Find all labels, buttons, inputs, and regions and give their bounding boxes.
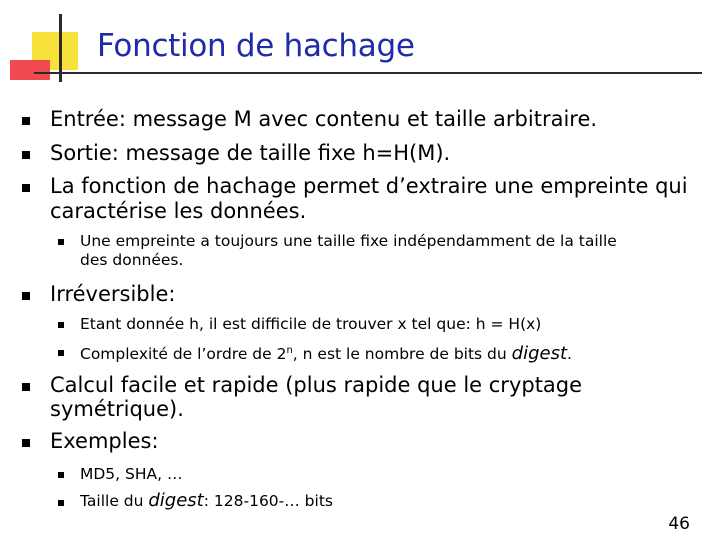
bullet-square: [22, 383, 30, 391]
bullet-text-fonction-line1: La fonction de hachage permet d’extraire une empreinte qui: [50, 174, 688, 198]
bullet-text-calcul-line2: symétrique).: [50, 397, 184, 421]
complexite-exponent: n: [286, 345, 293, 356]
sub-bullet-square: [58, 472, 64, 478]
bullet-square: [22, 184, 30, 192]
taille-end: : 128-160-… bits: [203, 492, 333, 510]
sub-bullet-square: [58, 239, 64, 245]
bullet-text-fonction-line2: caractérise les données.: [50, 199, 307, 223]
sub-bullet-text-taille: [80, 491, 333, 511]
slide-title: Fonction de hachage: [97, 28, 415, 64]
complexite-prefix: Complexité de l’ordre de 2: [80, 345, 287, 364]
taille-prefix: Taille du: [80, 492, 149, 510]
sub-bullet-text-empreinte-line1: Une empreinte a toujours une taille fixe indépendamment de la taille: [80, 232, 617, 250]
complexite-digest: digest: [511, 343, 568, 365]
bullet-text-calcul-line1: Calcul facile et rapide (plus rapide que le cryptage: [50, 373, 583, 397]
sub-bullet-square: [58, 322, 64, 328]
sub-bullet-square: [58, 500, 64, 506]
sub-bullet-text-complexite: [80, 341, 572, 364]
complexite-middle: , n est le nombre de bits du: [292, 345, 512, 364]
bullet-text-irreversible: Irréversible:: [50, 282, 176, 306]
bullet-text-exemples: Exemples:: [50, 429, 159, 453]
sub-bullet-square: [58, 350, 64, 356]
bullet-text-entree: Entrée: message M avec contenu et taille arbitraire.: [50, 107, 598, 131]
sub-bullet-text-md5: MD5, SHA, …: [80, 465, 183, 483]
bullet-square: [22, 439, 30, 447]
taille-digest: digest: [148, 490, 204, 511]
sub-bullet-text-empreinte-line2: des données.: [80, 251, 184, 269]
complexite-end: .: [567, 345, 572, 364]
title-underline: [34, 72, 702, 74]
bullet-square: [22, 151, 30, 159]
page-number: 46: [668, 514, 690, 534]
sub-bullet-text-etant: Etant donnée h, il est difficile de trouver x tel que: h = H(x): [80, 315, 542, 333]
logo-red-bar: [10, 60, 50, 80]
bullet-square: [22, 117, 30, 125]
bullet-text-sortie: Sortie: message de taille fixe h=H(M).: [50, 141, 451, 165]
bullet-square: [22, 292, 30, 300]
